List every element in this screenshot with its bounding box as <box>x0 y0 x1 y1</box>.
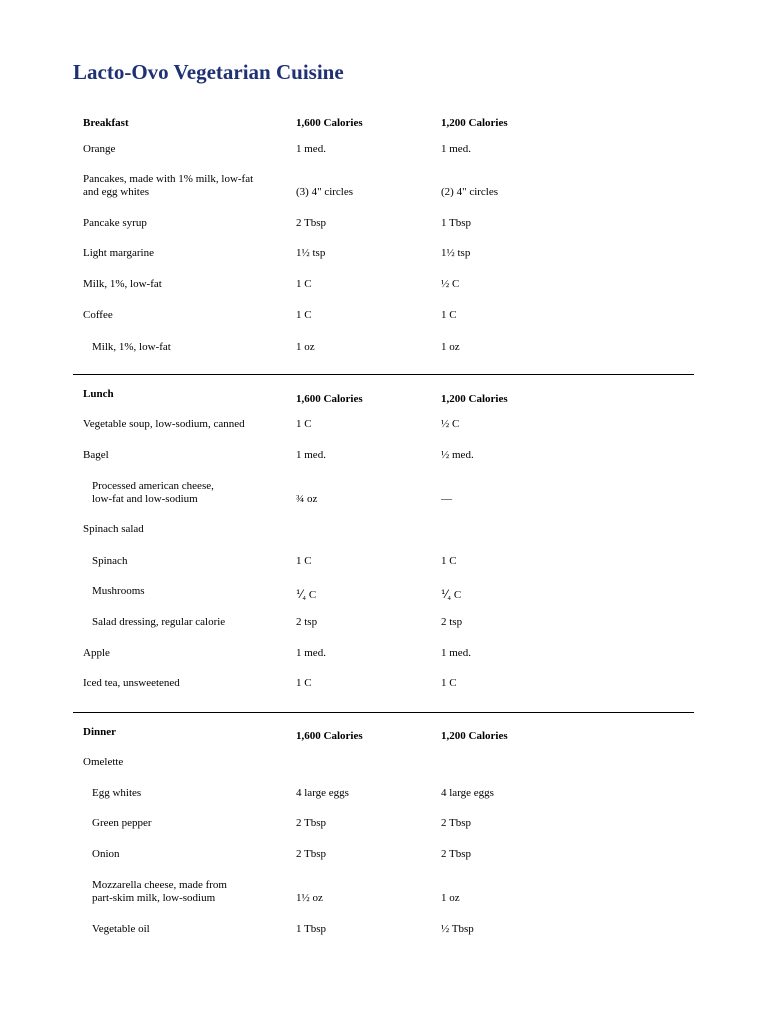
item-name-line-1: Processed american cheese, <box>92 480 214 492</box>
amount-1200: 1 C <box>441 677 457 689</box>
column-header-1200: 1,200 Calories <box>441 393 508 405</box>
column-header-1200: 1,200 Calories <box>441 117 508 129</box>
section-heading: Lunch <box>83 388 114 400</box>
amount-1200: 2 Tbsp <box>441 848 472 860</box>
item-name: Salad dressing, regular calorie <box>92 616 226 628</box>
amount-1600: 2 Tbsp <box>296 217 327 229</box>
item-name: Vegetable soup, low-sodium, canned <box>83 418 245 430</box>
amount-1600: ¾ oz <box>296 493 318 505</box>
item-name: Spinach <box>92 555 128 567</box>
amount-1200: (2) 4" circles <box>441 186 499 198</box>
amount-1600: 1½ tsp <box>296 247 326 259</box>
amount-1200: 1 oz <box>441 892 460 904</box>
amount-1200: 1 med. <box>441 143 471 155</box>
amount-1200: ½ C <box>441 278 460 290</box>
amount-1200: 1 oz <box>441 341 460 353</box>
amount-1200: 1 C <box>441 555 457 567</box>
amount-1600: 1½ oz <box>296 892 323 904</box>
column-header-1600: 1,600 Calories <box>296 393 363 405</box>
item-name: Spinach salad <box>83 523 144 535</box>
amount-1600: 1 med. <box>296 449 326 461</box>
item-name: Mushrooms <box>92 585 145 597</box>
amount-1600: 2 tsp <box>296 616 318 628</box>
amount-1600: ⅟₄ C <box>296 589 317 601</box>
item-name: Vegetable oil <box>92 923 150 935</box>
amount-1200: 1½ tsp <box>441 247 471 259</box>
amount-1600: 1 oz <box>296 341 315 353</box>
amount-1200: 1 med. <box>441 647 471 659</box>
item-name: Orange <box>83 143 116 155</box>
amount-1200: ⅟₄ C <box>441 589 462 601</box>
amount-1200: 2 tsp <box>441 616 463 628</box>
item-name: Coffee <box>83 309 113 321</box>
amount-1200: — <box>441 493 452 505</box>
item-name: Onion <box>92 848 120 860</box>
amount-1600: 1 C <box>296 278 312 290</box>
amount-1600: (3) 4" circles <box>296 186 354 198</box>
section-divider <box>73 712 694 713</box>
amount-1600: 1 med. <box>296 143 326 155</box>
amount-1600: 1 C <box>296 418 312 430</box>
amount-1600: 1 Tbsp <box>296 923 327 935</box>
amount-1200: ½ Tbsp <box>441 923 474 935</box>
amount-1200: ½ med. <box>441 449 474 461</box>
amount-1600: 2 Tbsp <box>296 848 327 860</box>
amount-1600: 1 C <box>296 677 312 689</box>
amount-1200: 2 Tbsp <box>441 817 472 829</box>
amount-1600: 4 large eggs <box>296 787 349 799</box>
amount-1600: 1 med. <box>296 647 326 659</box>
column-header-1200: 1,200 Calories <box>441 730 508 742</box>
item-name: Milk, 1%, low-fat <box>83 278 162 290</box>
column-header-1600: 1,600 Calories <box>296 117 363 129</box>
item-name: Apple <box>83 647 110 659</box>
item-name: Bagel <box>83 449 109 461</box>
amount-1600: 1 C <box>296 555 312 567</box>
item-name-line-2: and egg whites <box>83 186 149 198</box>
amount-1200: 4 large eggs <box>441 787 494 799</box>
item-name: Light margarine <box>83 247 154 259</box>
amount-1600: 2 Tbsp <box>296 817 327 829</box>
page-title: Lacto-Ovo Vegetarian Cuisine <box>73 60 344 84</box>
item-name-line-2: part-skim milk, low-sodium <box>92 892 216 904</box>
item-name: Egg whites <box>92 787 142 799</box>
section-heading: Dinner <box>83 726 116 738</box>
item-name-line-1: Pancakes, made with 1% milk, low-fat <box>83 173 254 185</box>
column-header-1600: 1,600 Calories <box>296 730 363 742</box>
amount-1200: 1 C <box>441 309 457 321</box>
item-name: Pancake syrup <box>83 217 147 229</box>
item-name: Iced tea, unsweetened <box>83 677 180 689</box>
item-name: Milk, 1%, low-fat <box>92 341 171 353</box>
amount-1600: 1 C <box>296 309 312 321</box>
item-name: Green pepper <box>92 817 152 829</box>
item-name-line-2: low-fat and low-sodium <box>92 493 198 505</box>
amount-1200: 1 Tbsp <box>441 217 472 229</box>
item-name-line-1: Mozzarella cheese, made from <box>92 879 227 891</box>
amount-1200: ½ C <box>441 418 460 430</box>
section-divider <box>73 374 694 375</box>
item-name: Omelette <box>83 756 124 768</box>
section-heading: Breakfast <box>83 117 129 129</box>
